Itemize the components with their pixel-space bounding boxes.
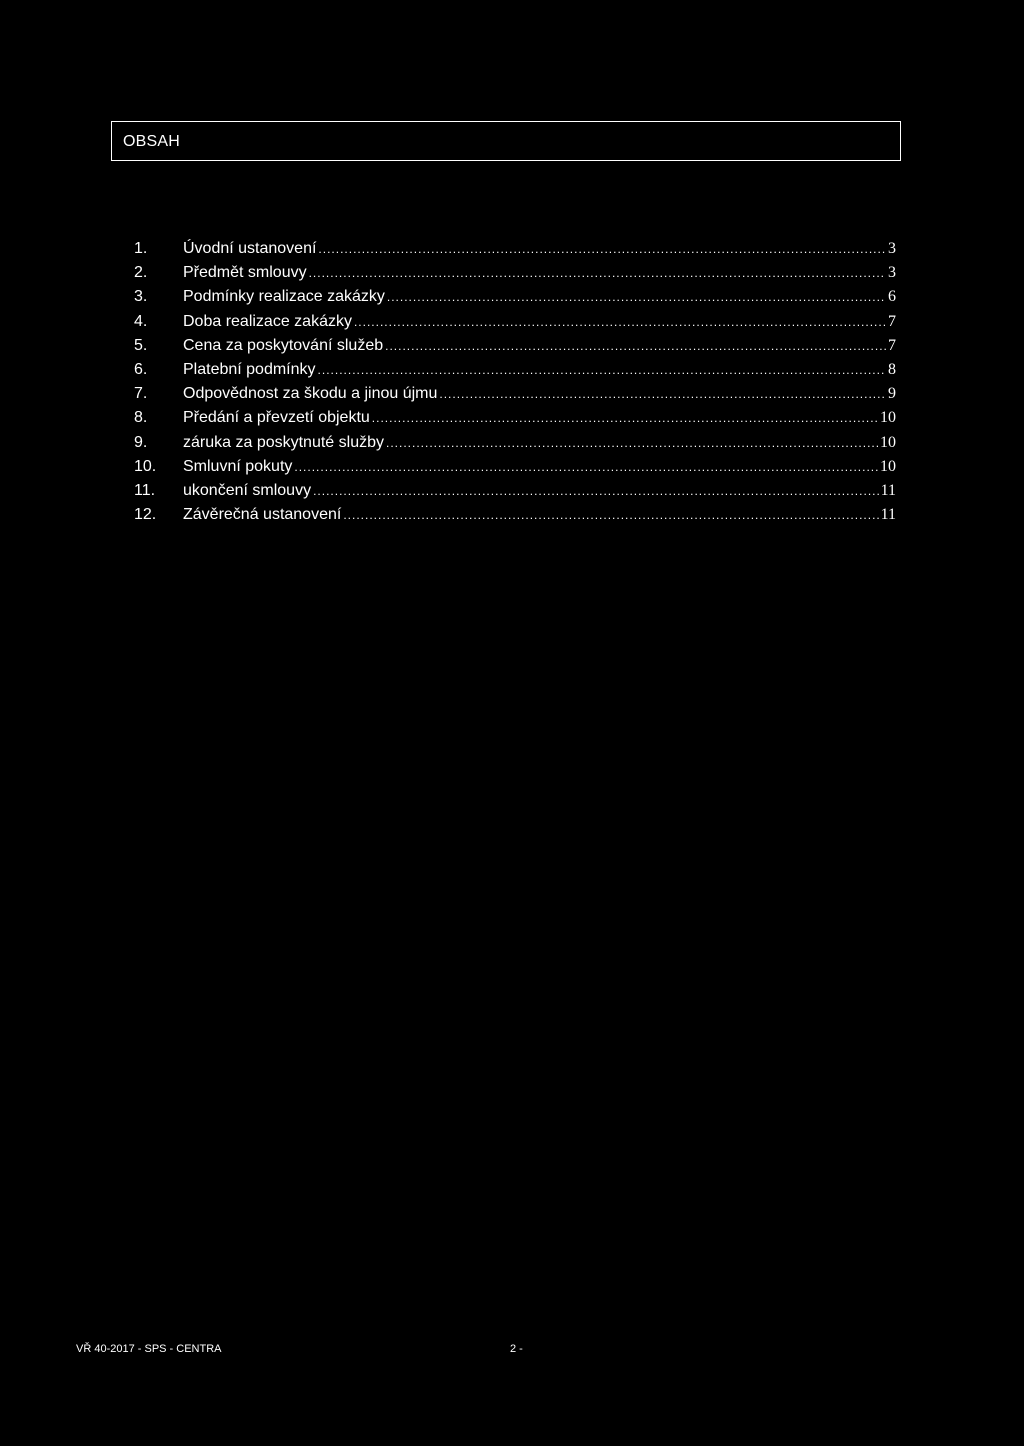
toc-entry-label: Odpovědnost za škodu a jinou újmu bbox=[183, 385, 438, 403]
toc-entry[interactable] bbox=[134, 337, 896, 361]
toc-entry-page: 9 bbox=[888, 385, 896, 403]
toc-entry-number: 9. bbox=[134, 433, 148, 451]
toc-entry-page: 7 bbox=[888, 336, 896, 354]
toc-entry[interactable] bbox=[134, 264, 896, 288]
toc-entry-page: 3 bbox=[888, 240, 896, 257]
toc-leader-dots bbox=[309, 266, 886, 280]
toc-entry-page: 10 bbox=[880, 457, 896, 475]
toc-entry-number: 10. bbox=[134, 457, 157, 475]
toc-entry-label: Cena za poskytování služeb bbox=[183, 336, 384, 354]
toc-entry-page: 7 bbox=[888, 312, 896, 330]
toc-entry-label: ukončení smlouvy bbox=[183, 481, 312, 499]
toc-leader-dots bbox=[385, 339, 886, 353]
toc-leader-dots bbox=[386, 436, 878, 450]
toc-entry-number: 1. bbox=[134, 240, 148, 257]
toc-entry-label: Úvodní ustanovení bbox=[183, 240, 317, 257]
toc-entry-page: 10 bbox=[880, 409, 896, 427]
toc-entry-label: Doba realizace zakázky bbox=[183, 312, 352, 330]
toc-entry-number: 12. bbox=[134, 506, 157, 524]
toc-entry-number: 8. bbox=[134, 409, 148, 427]
footer-page-number: 2 - bbox=[510, 1343, 523, 1355]
toc-entry-label: Podmínky realizace zakázky bbox=[183, 288, 385, 306]
toc-leader-dots bbox=[354, 315, 886, 329]
toc-entry[interactable] bbox=[134, 458, 896, 482]
table-of-contents bbox=[134, 240, 896, 530]
toc-entry-number: 2. bbox=[134, 264, 148, 282]
toc-entry-number: 3. bbox=[134, 288, 148, 306]
footer-document-id: VŘ 40-2017 - SPS - CENTRA bbox=[76, 1343, 222, 1355]
toc-entry-number: 7. bbox=[134, 385, 148, 403]
toc-leader-dots bbox=[318, 242, 886, 256]
toc-entry-number: 11. bbox=[134, 481, 156, 499]
toc-entry[interactable] bbox=[134, 240, 896, 264]
toc-entry-number: 4. bbox=[134, 312, 148, 330]
toc-entry-label: záruka za poskytnuté služby bbox=[183, 433, 384, 451]
toc-entry[interactable] bbox=[134, 361, 896, 385]
toc-entry-label: Předmět smlouvy bbox=[183, 264, 307, 282]
toc-entry[interactable] bbox=[134, 434, 896, 458]
toc-leader-dots bbox=[439, 387, 886, 401]
toc-entry[interactable] bbox=[134, 482, 896, 506]
toc-entry[interactable] bbox=[134, 313, 896, 337]
toc-entry[interactable] bbox=[134, 385, 896, 409]
toc-entry-page: 10 bbox=[880, 433, 896, 451]
toc-entry-number: 5. bbox=[134, 336, 148, 354]
contents-header-box bbox=[111, 121, 901, 161]
toc-entry-page: 11 bbox=[880, 481, 896, 499]
toc-entry-label: Platební podmínky bbox=[183, 360, 316, 378]
toc-leader-dots bbox=[294, 460, 878, 474]
toc-entry-label: Předání a převzetí objektu bbox=[183, 409, 370, 427]
toc-entry-page: 11 bbox=[880, 506, 896, 524]
toc-entry-label: Smluvní pokuty bbox=[183, 457, 293, 475]
toc-entry-page: 6 bbox=[888, 288, 896, 306]
toc-entry-number: 6. bbox=[134, 360, 148, 378]
toc-leader-dots bbox=[318, 363, 886, 377]
toc-entry[interactable] bbox=[134, 409, 896, 433]
toc-entry-page: 3 bbox=[888, 264, 896, 282]
toc-leader-dots bbox=[343, 508, 878, 522]
toc-entry[interactable] bbox=[134, 506, 896, 530]
toc-entry-page: 8 bbox=[888, 360, 896, 378]
toc-entry[interactable] bbox=[134, 288, 896, 312]
toc-leader-dots bbox=[387, 290, 886, 304]
toc-entry-label: Závěrečná ustanovení bbox=[183, 506, 342, 524]
contents-title: OBSAH bbox=[123, 133, 181, 150]
toc-leader-dots bbox=[372, 411, 878, 425]
toc-leader-dots bbox=[313, 484, 879, 498]
